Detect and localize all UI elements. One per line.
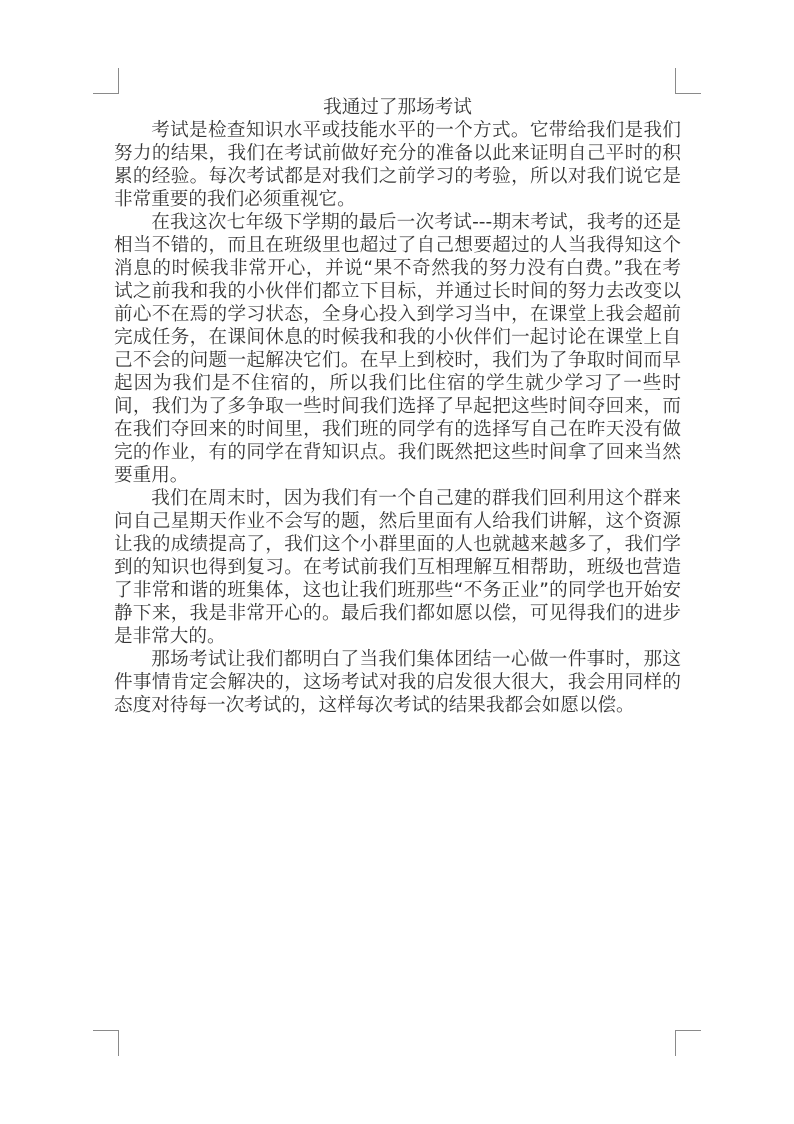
essay-paragraph: 我们在周末时，因为我们有一个自己建的群我们回利用这个群来问自己星期天作业不会写的题，然后里面有人给我们讲解，这个资源让我的成绩提高了，我们这个小群里面的人也就越来越多了，我们学到的知识也得到复习。在考试前我们互相理解互相帮助，班级也营造了非常和谐的班集体，这也让我们班那些“不务正业”的同学也开始安静下来，我是非常开心的。最后我们都如愿以偿，可见得我们的进步是非常大的。 xyxy=(114,488,681,647)
crop-mark-bottom-left xyxy=(93,1030,119,1056)
essay-paragraph: 在我这次七年级下学期的最后一次考试---期末考试，我考的还是相当不错的，而且在班级里也超过了自己想要超过的人当我得知这个消息的时候我非常开心，并说“果不奇然我的努力没有白费。”我在考试之前我和我的小伙伴们都立下目标，并通过长时间的努力去改变以前心不在焉的学习状态，全身心投入到学习当中，在课堂上我会超前完成任务，在课间休息的时候我和我的小伙伴们一起讨论在课堂上自己不会的问题一起解决它们。在早上到校时，我们为了争取时间而早起因为我们是不住宿的，所以我们比住宿的学生就少学习了一些时间，我们为了多争取一些时间我们选择了早起把这些时间夺回来，而在我们夺回来的时间里，我们班的同学有的选择写自己在昨天没有做完的作业，有的同学在背知识点。我们既然把这些时间拿了回来当然要重用。 xyxy=(114,212,681,486)
essay-body xyxy=(114,96,681,717)
essay-paragraph: 那场考试让我们都明白了当我们集体团结一心做一件事时，那这件事情肯定会解决的，这场考试对我的启发很大很大，我会用同样的态度对待每一次考试的，这样每次考试的结果我都会如愿以偿。 xyxy=(114,649,681,716)
essay-title: 我通过了那场考试 xyxy=(323,97,472,118)
essay-paragraph: 考试是检查知识水平或技能水平的一个方式。它带给我们是我们努力的结果，我们在考试前做好充分的准备以此来证明自己平时的积累的经验。每次考试都是对我们之前学习的考验，所以对我们说它是非常重要的我们必须重视它。 xyxy=(114,120,681,210)
crop-mark-top-left xyxy=(93,68,119,94)
crop-mark-top-right xyxy=(675,68,701,94)
crop-mark-bottom-right xyxy=(675,1030,701,1056)
